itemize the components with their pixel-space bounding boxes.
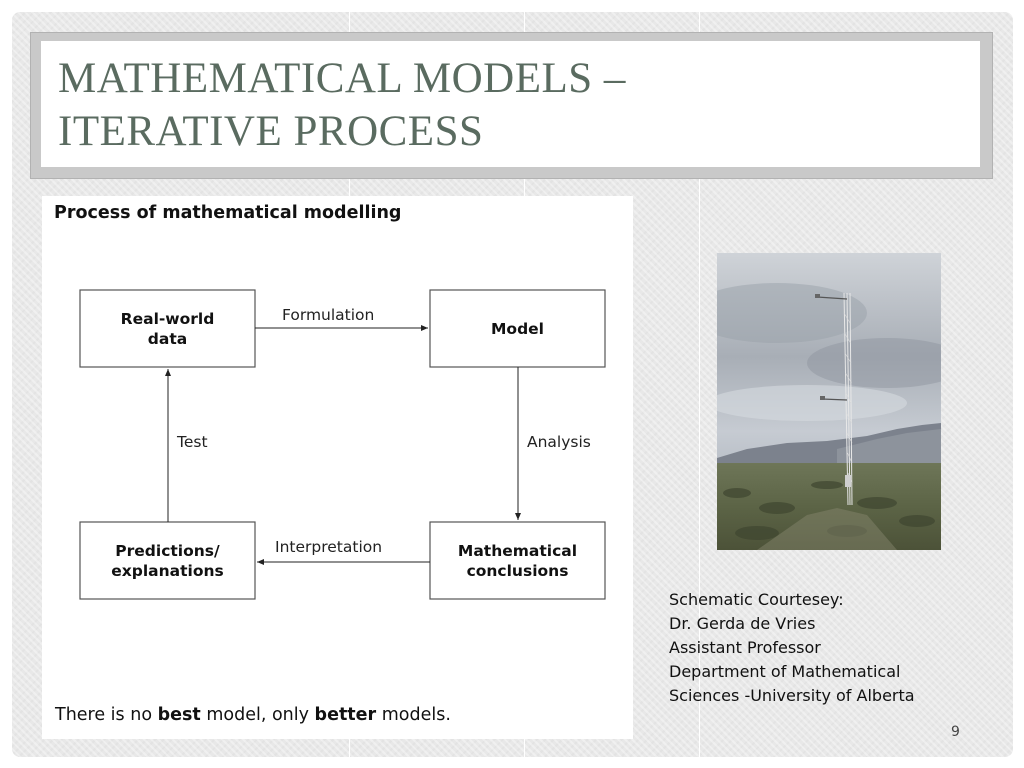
modelling-diagram — [42, 196, 633, 739]
box-label-line: Real-world — [120, 309, 215, 328]
footer-text: model, only — [200, 705, 315, 725]
edge-label-test: Test — [177, 433, 208, 451]
footer-bold-better: better — [314, 705, 377, 725]
slide-title-line-1: MATHEMATICAL MODELS – — [58, 55, 626, 102]
edge-label-interpretation: Interpretation — [275, 538, 383, 556]
caption-line: Sciences -University of Alberta — [669, 686, 915, 705]
box-label-line: explanations — [111, 561, 224, 580]
box-label-line: conclusions — [466, 561, 569, 580]
box-model-label: Model — [491, 319, 544, 338]
edge-label-analysis: Analysis — [527, 433, 591, 451]
box-mathematical-conclusions-label — [430, 522, 605, 599]
image-credit-caption — [669, 588, 915, 708]
slide-page-number: 9 — [951, 724, 960, 740]
caption-line: Assistant Professor — [669, 638, 821, 657]
footer-text: models. — [376, 705, 451, 725]
footer-text: There is no — [55, 705, 158, 725]
footer-bold-best: best — [157, 705, 201, 725]
tower-photo — [717, 253, 941, 550]
box-real-world-data-label — [80, 290, 255, 367]
box-label-line: Mathematical — [457, 541, 578, 560]
caption-line: Dr. Gerda de Vries — [669, 614, 816, 633]
box-label-line: Predictions/ — [115, 541, 220, 560]
diagram-title: Process of mathematical modelling — [54, 203, 402, 223]
box-label-line: data — [147, 329, 188, 348]
caption-line: Schematic Courtesey: — [669, 590, 844, 609]
diagram-footer-note — [55, 705, 451, 725]
slide-title-line-2: ITERATIVE PROCESS — [58, 108, 484, 155]
box-predictions-explanations-label — [80, 522, 255, 599]
slide-title — [58, 52, 958, 158]
edge-label-formulation: Formulation — [282, 306, 375, 324]
diagram-arrows — [42, 196, 633, 739]
caption-line: Department of Mathematical — [669, 662, 901, 681]
